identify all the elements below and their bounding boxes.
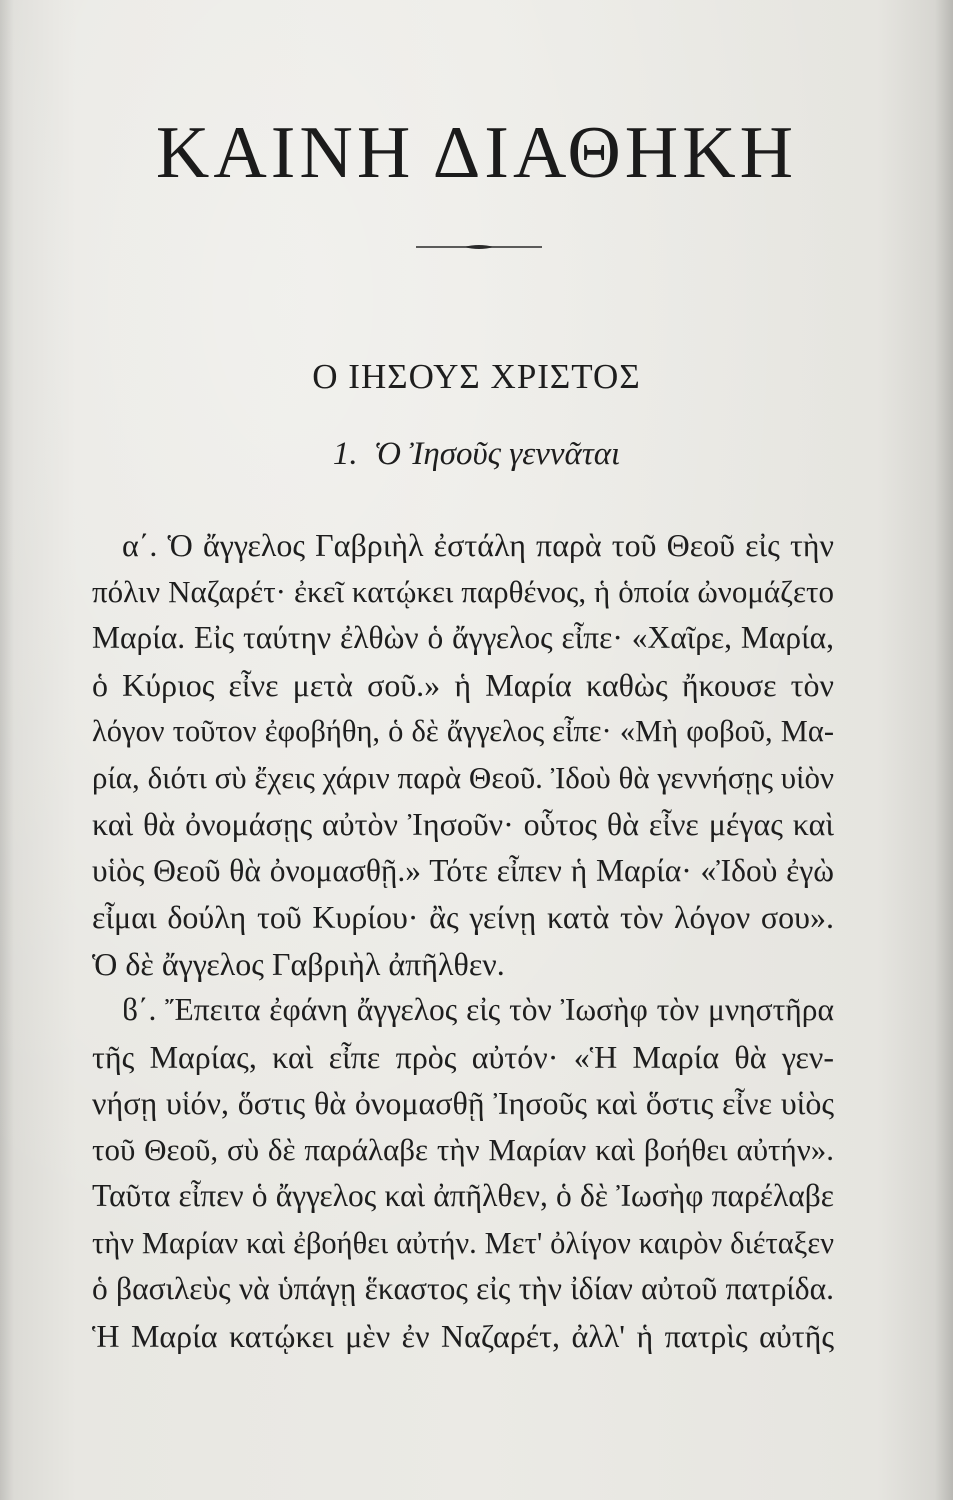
chapter-title: Ὁ Ἰησοῦς γεννᾶται <box>373 436 621 472</box>
title-rule-ornament <box>416 243 542 251</box>
text-line: λόγον τοῦτον ἐφοβήθη, ὁ δὲ ἄγγελος εἶπε· «Μὴ φοβοῦ, Μα- <box>92 714 834 748</box>
chapter-heading <box>0 438 953 471</box>
text-line: τοῦ Θεοῦ, σὺ δὲ παράλαβε τὴν Μαρίαν καὶ βοήθει αὐτήν». <box>92 1131 834 1167</box>
section-title: Ο ΙΗΣΟΥΣ ΧΡΙΣΤΟΣ <box>312 357 641 396</box>
page-edge-shadow-left <box>0 0 14 1500</box>
text-line: ρία, διότι σὺ ἔχεις χάριν παρὰ Θεοῦ. Ἰδοὺ θὰ γεννήσῃς υἱὸν <box>92 759 834 795</box>
text-line: καὶ θὰ ὀνομάσῃς αὐτὸν Ἰησοῦν· οὗτος θὰ εἶνε μέγας καὶ <box>92 806 834 842</box>
body-text <box>92 522 834 1359</box>
text-line: ϐ΄. Ἔπειτα ἐφάνη ἄγγελος εἰς τὸν Ἰωσὴφ τὸν μνηστῆρα <box>122 992 834 1027</box>
page-edge-shadow-right <box>935 0 953 1500</box>
text-line: τὴν Μαρίαν καὶ ἐβοήθει αὐτήν. Μετ' ὀλίγον καιρὸν διέταξεν <box>92 1225 834 1260</box>
text-line: τῆς Μαρίας, καὶ εἶπε πρὸς αὐτόν· «Ἡ Μαρία θὰ γεν- <box>92 1038 834 1075</box>
text-line: ὁ βασιλεὺς νὰ ὑπάγῃ ἕκαστος εἰς τὴν ἰδίαν αὐτοῦ πατρίδα. <box>92 1271 834 1306</box>
text-line: ὁ Κύριος εἶνε μετὰ σοῦ.» ἡ Μαρία καθὼς ἤκουσε τὸν <box>92 666 834 703</box>
text-line: εἶμαι δούλη τοῦ Κυρίου· ἂς γείνῃ κατὰ τὸν λόγον σου». <box>92 899 834 935</box>
text-line: Ὁ δὲ ἄγγελος Γαβριὴλ ἀπῆλθεν. <box>92 945 505 982</box>
text-line: α΄. Ὁ ἄγγελος Γαβριὴλ ἐστάλη παρὰ τοῦ Θεοῦ εἰς τὴν <box>122 527 834 563</box>
text-line: Ταῦτα εἶπεν ὁ ἄγγελος καὶ ἀπῆλθεν, ὁ δὲ Ἰωσὴφ παρέλαβε <box>92 1178 834 1213</box>
chapter-number: 1. <box>332 436 358 472</box>
text-line: νήσῃ υἱόν, ὅστις θὰ ὀνομασθῇ Ἰησοῦς καὶ ὅστις εἶνε υἱὸς <box>92 1085 834 1121</box>
text-line: υἱὸς Θεοῦ θὰ ὀνομασθῇ.» Τότε εἶπεν ἡ Μαρία· «Ἰδοὺ ἐγὼ <box>92 852 834 888</box>
text-line: πόλιν Ναζαρέτ· ἐκεῖ κατῴκει παρθένος, ἡ ὁποία ὠνομάζετο <box>92 573 834 609</box>
text-line: Μαρία. Εἰς ταύτην ἐλθὼν ὁ ἄγγελος εἶπε· «Χαῖρε, Μαρία, <box>92 620 834 655</box>
text-line: Ἡ Μαρία κατῴκει μὲν ἐν Ναζαρέτ, ἀλλ' ἡ πατρὶς αὐτῆς <box>92 1317 834 1354</box>
book-title: ΚΑΙΝΗ ΔΙΑΘΗΚΗ <box>155 112 798 194</box>
